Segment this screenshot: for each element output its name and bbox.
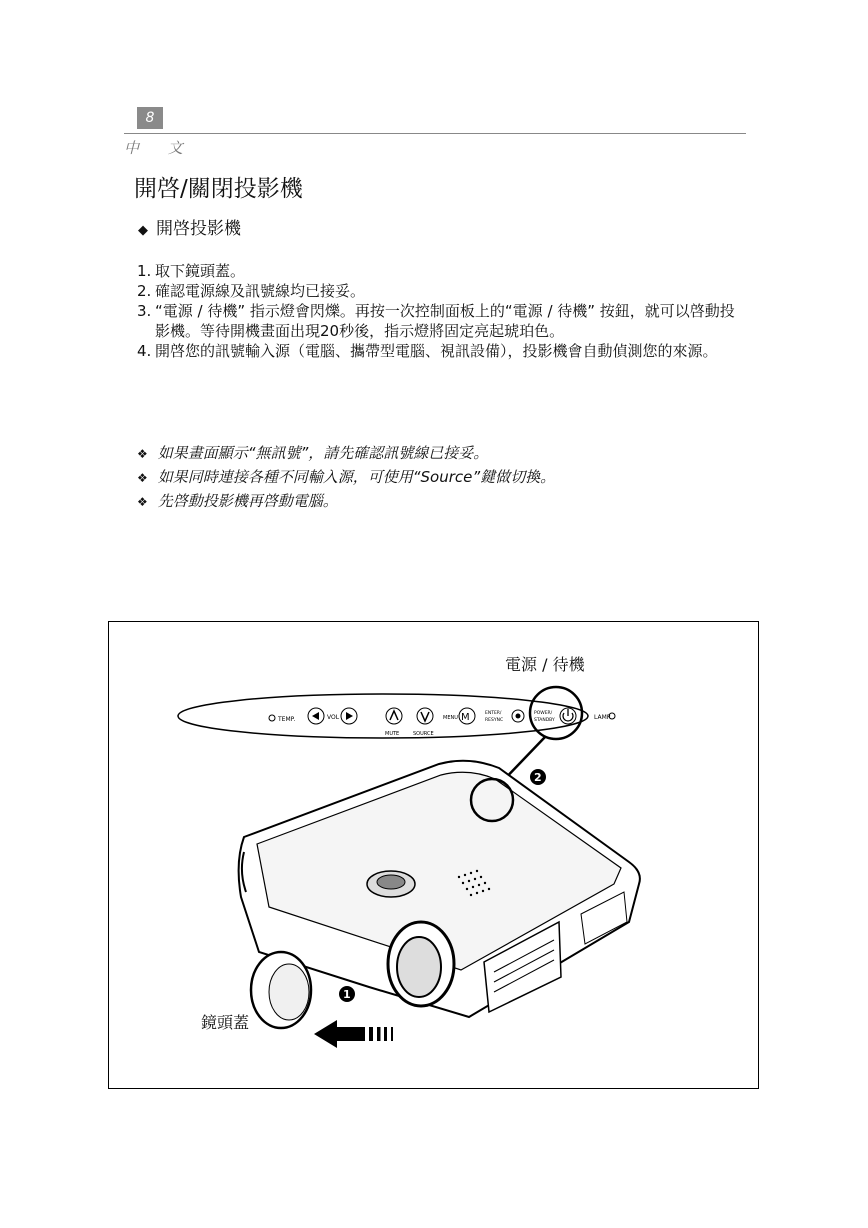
step-text: 取下鏡頭蓋。 <box>155 262 246 280</box>
four-star-bullet-icon: ❖ <box>137 495 148 509</box>
vol-text: VOL <box>327 714 340 721</box>
header-rule <box>124 133 746 134</box>
enter-text: ENTER/ <box>485 711 502 716</box>
projector-illustration <box>108 621 759 1089</box>
standby-text: STANDBY <box>534 718 555 723</box>
section-heading <box>138 214 241 239</box>
control-panel-outline <box>178 694 588 738</box>
source-text: SOURCE <box>413 731 434 737</box>
page-number-badge: 8 <box>137 107 163 129</box>
step-number: 1. <box>137 262 152 280</box>
page-title: 開啓/關閉投影機 <box>134 176 303 202</box>
step-list <box>137 261 737 361</box>
note-text: 先啓動投影機再啓動電腦。 <box>157 492 338 510</box>
step-number: 2. <box>137 282 152 300</box>
section-heading-text: 開啓投影機 <box>156 219 241 239</box>
note-item <box>137 442 555 466</box>
step-text: 開啓您的訊號輸入源（電腦、攜帶型電腦、視訊設備），投影機會自動偵測您的來源。 <box>155 342 718 360</box>
four-star-bullet-icon: ❖ <box>137 471 148 485</box>
note-item <box>137 466 555 490</box>
temp-text: TEMP. <box>278 716 296 723</box>
mute-text: MUTE <box>385 731 400 737</box>
step-item <box>137 301 737 341</box>
step-item <box>137 261 737 281</box>
svg-text:M: M <box>461 712 470 723</box>
power-text: POWER/ <box>534 711 553 716</box>
callout-1-text: 1 <box>343 988 351 1001</box>
step-item <box>137 341 737 361</box>
step-text: “電源 / 待機” 指示燈會閃爍。再按一次控制面板上的“電源 / 待機” 按鈕，就可以啓動投影機。等待開機畫面出現20秒後，指示燈將固定亮起琥珀色。 <box>155 302 735 340</box>
note-list <box>137 442 555 514</box>
four-star-bullet-icon: ❖ <box>137 447 148 461</box>
left-arrow-icon <box>314 1020 365 1048</box>
resync-text: RESYNC <box>485 718 504 723</box>
step-number: 3. <box>137 302 152 320</box>
step-number: 4. <box>137 342 152 360</box>
lens-cap-label: 鏡頭蓋 <box>201 1013 250 1032</box>
step-text: 確認電源線及訊號線均已接妥。 <box>155 282 366 300</box>
callout-2-text: 2 <box>534 771 542 784</box>
note-text: 如果畫面顯示“無訊號”，請先確認訊號線已接妥。 <box>157 444 489 462</box>
power-standby-label: 電源 / 待機 <box>505 655 585 674</box>
lamp-text: LAMP <box>594 714 611 721</box>
step-item <box>137 281 737 301</box>
menu-text: MENU <box>443 715 458 721</box>
note-text: 如果同時連接各種不同輸入源，可使用“Source”鍵做切換。 <box>157 468 556 486</box>
diamond-bullet-icon: ◆ <box>138 223 148 238</box>
language-label: 中 文 <box>124 139 195 157</box>
note-item <box>137 490 555 514</box>
